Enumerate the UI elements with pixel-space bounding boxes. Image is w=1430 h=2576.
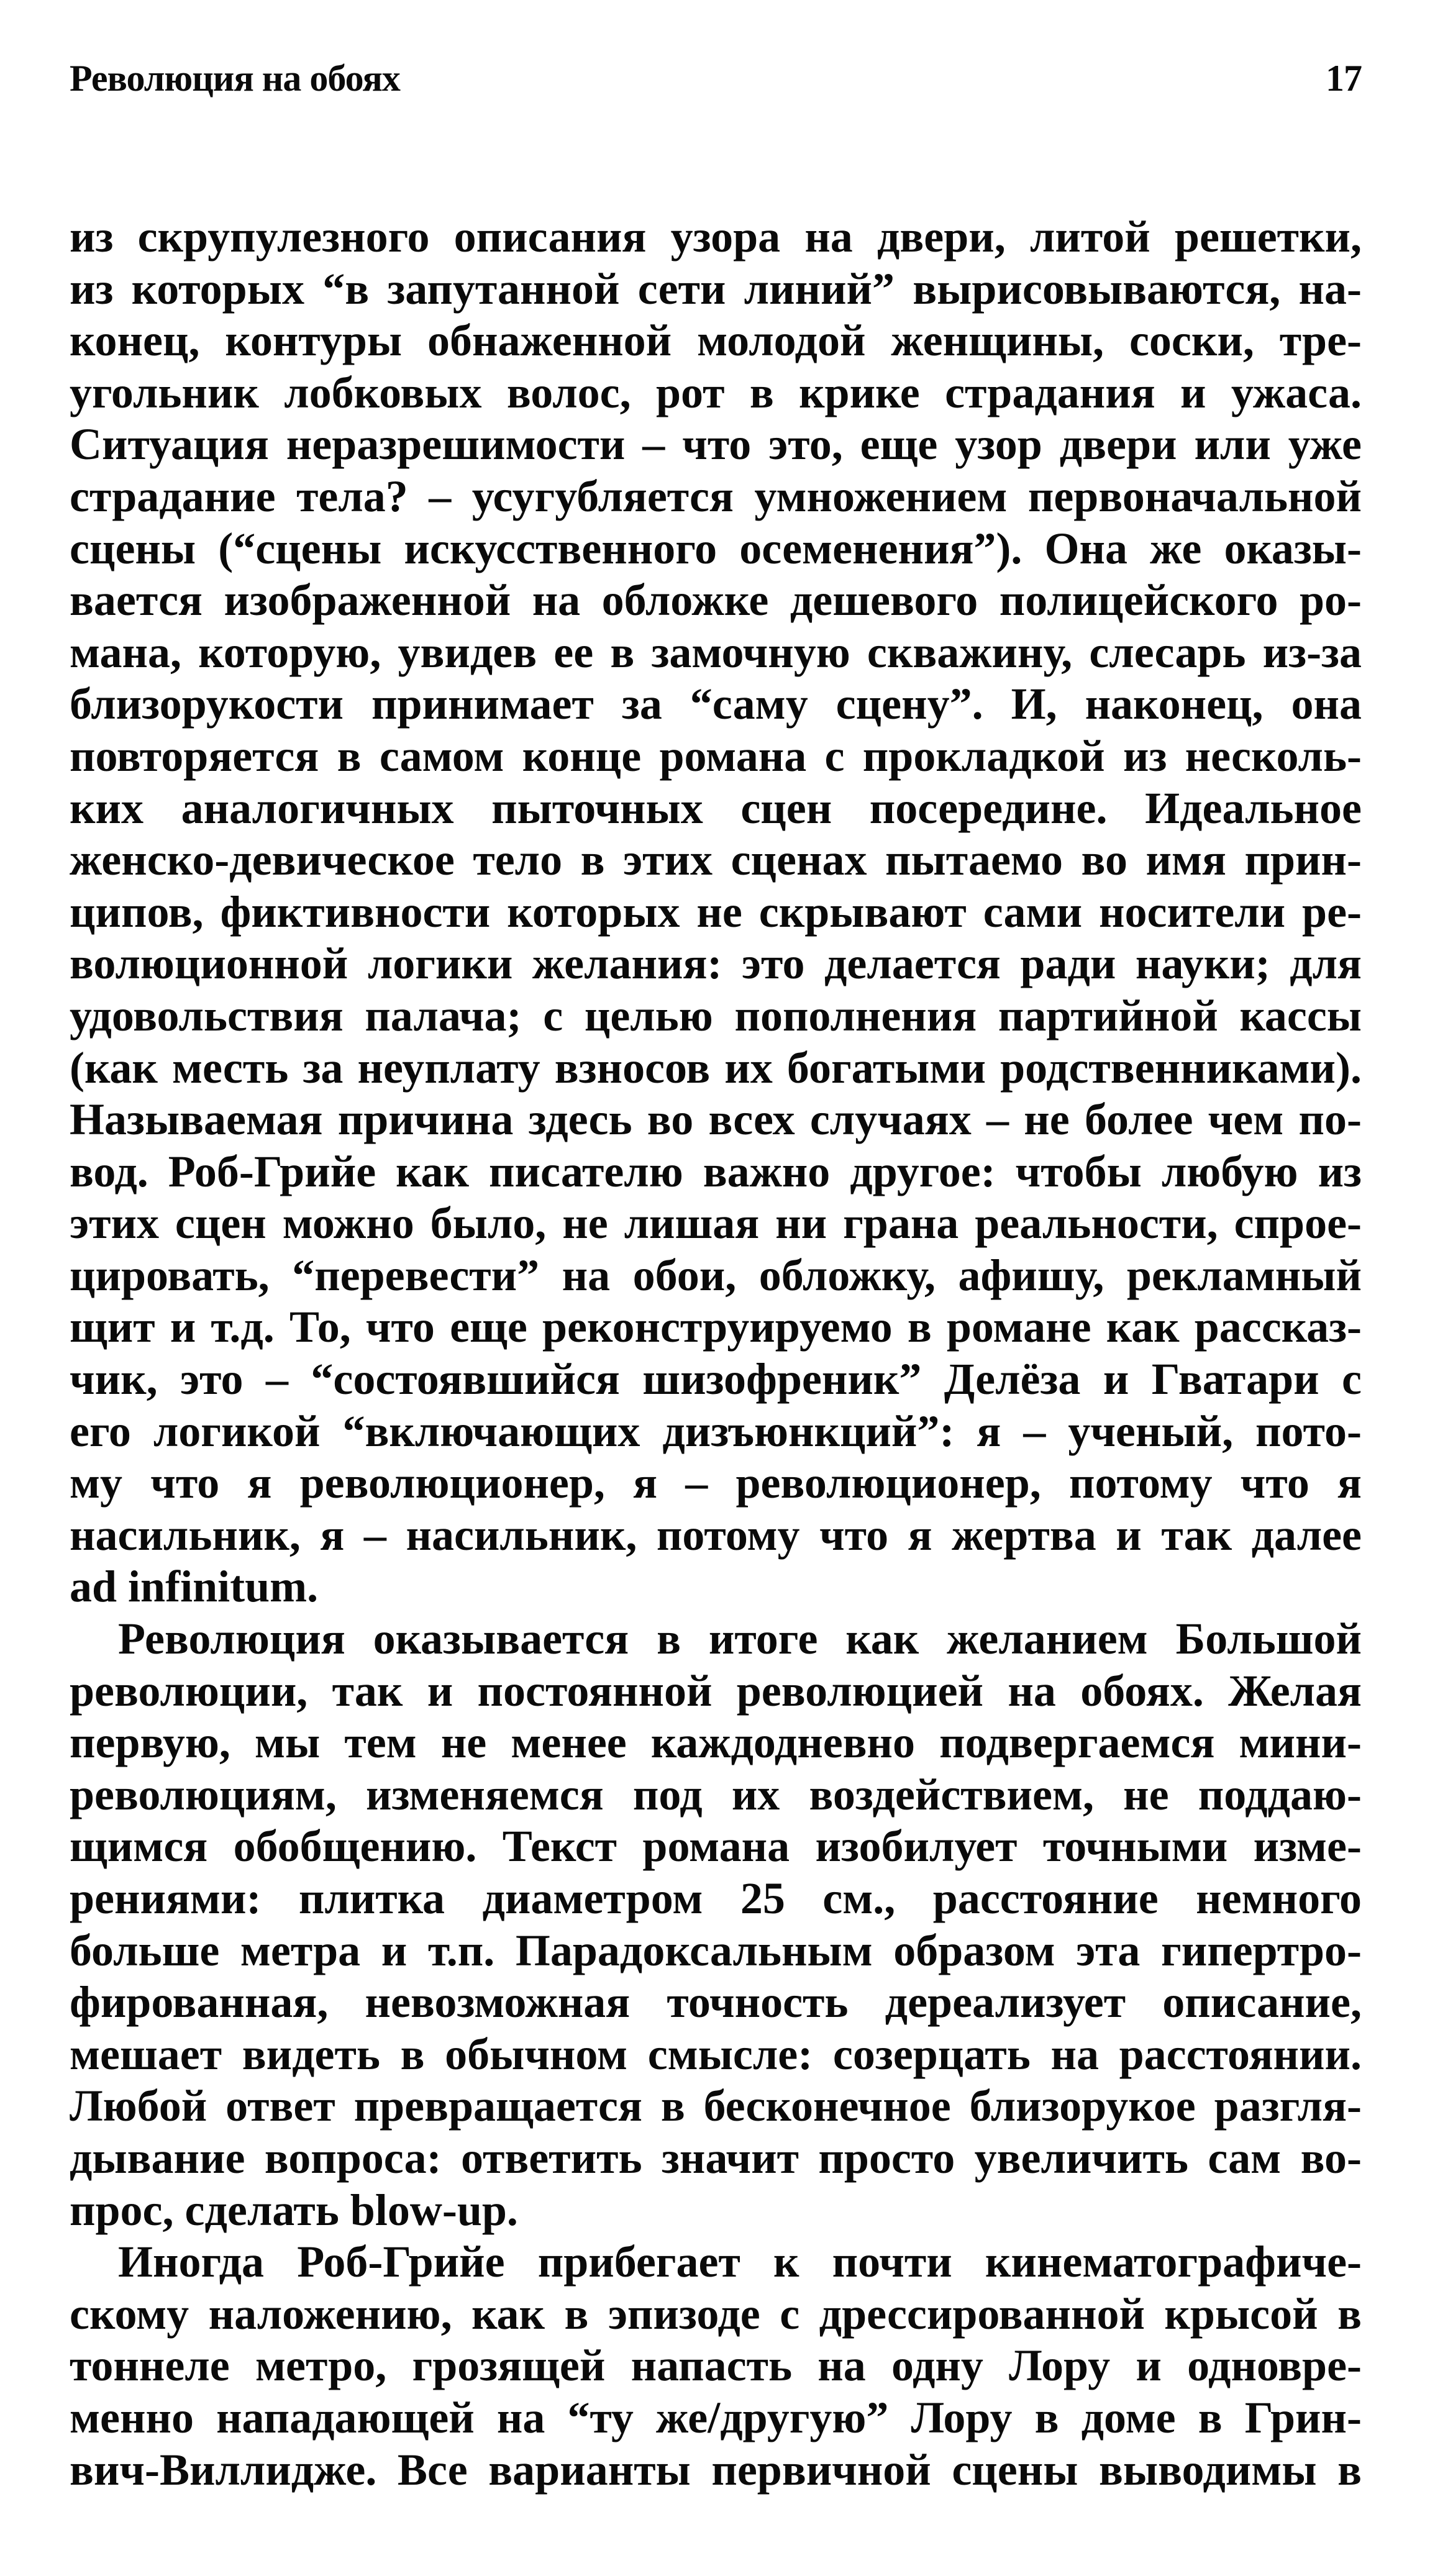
text-line: первую, мы тем не менее каждодневно подвергаемся мини- [70, 1718, 1362, 1768]
text-line: щимся обобщению. Текст романа изобилует точными изме- [70, 1821, 1362, 1872]
text-line: дывание вопроса: ответить значит просто увеличить сам во- [70, 2132, 1362, 2183]
paragraph [70, 211, 1362, 1613]
text-line: повторяется в самом конце романа с прокладкой из несколь- [70, 730, 1362, 781]
text-line: женско-девическое тело в этих сценах пытаемо во имя прин- [70, 835, 1362, 885]
text-line: его логикой “включающих дизъюнкций”: я – ученый, пото- [70, 1406, 1362, 1456]
text-line: скому наложению, как в эпизоде с дрессированной крысой в [70, 2288, 1362, 2339]
text-line: сцены (“сцены искусственного осеменения”). Она же оказы- [70, 523, 1362, 573]
text-line: этих сцен можно было, не лишая ни грана реальности, спрое- [70, 1198, 1362, 1249]
text-line: волюционной логики желания: это делается ради науки; для [70, 939, 1362, 989]
text-line: Революция оказывается в итоге как желанием Большой [118, 1614, 1362, 1664]
text-line: больше метра и т.п. Парадоксальным образом эта гипертро- [70, 1925, 1362, 1975]
text-line: чик, это – “состоявшийся шизофреник” Делёза и Гватари с [70, 1354, 1362, 1404]
text-line: рениями: плитка диаметром 25 см., расстояние немного [70, 1873, 1362, 1923]
text-line: близорукости принимает за “саму сцену”. И, наконец, она [70, 679, 1362, 729]
text-line: революции, так и постоянной революцией на обоях. Желая [70, 1665, 1362, 1716]
text-line: Иногда Роб-Грийе прибегает к почти кинематографиче- [118, 2237, 1362, 2287]
text-line: Любой ответ превращается в бесконечное близорукое разгля- [70, 2081, 1362, 2131]
text-line: Ситуация неразрешимости – что это, еще узор двери или уже [70, 419, 1362, 470]
text-line: угольник лобковых волос, рот в крике страдания и ужаса. [70, 367, 1362, 417]
text-line: из которых “в запутанной сети линий” вырисовываются, на- [70, 263, 1362, 314]
text-line: му что я революционер, я – революционер, потому что я [70, 1458, 1362, 1508]
running-head [70, 57, 1362, 125]
text-line: страдание тела? – усугубляется умножением первоначальной [70, 471, 1362, 521]
text-line: фированная, невозможная точность дереализует описание, [70, 1977, 1362, 2028]
text-line: мана, которую, увидев ее в замочную скважину, слесарь из-за [70, 627, 1362, 677]
book-page [70, 57, 1362, 2496]
paragraph [70, 2236, 1362, 2496]
text-line: конец, контуры обнаженной молодой женщины, соски, тре- [70, 316, 1362, 366]
body-text [70, 211, 1362, 2496]
text-line: мешает видеть в обычном смысле: созерцать на расстоянии. [70, 2029, 1362, 2079]
text-line: ципов, фиктивности которых не скрывают сами носители ре- [70, 886, 1362, 937]
text-line: удовольствия палача; с целью пополнения партийной кассы [70, 990, 1362, 1040]
text-line: менно нападающей на “ту же/другую” Лору в доме в Грин- [70, 2392, 1362, 2442]
text-line: ких аналогичных пыточных сцен посередине. Идеальное [70, 783, 1362, 833]
text-line: щит и т.д. То, что еще реконструируемо в романе как рассказ- [70, 1302, 1362, 1352]
text-line: Называемая причина здесь во всех случаях – не более чем по- [70, 1095, 1362, 1145]
text-line: прос, сделать blow-up. [70, 2185, 518, 2235]
text-line: из скрупулезного описания узора на двери, литой решетки, [70, 212, 1362, 262]
running-title: Революция на обоях [70, 58, 400, 99]
paragraph [70, 1613, 1362, 2236]
text-line: (как месть за неуплату взносов их богатыми родственниками). [70, 1042, 1362, 1093]
text-line: цировать, “перевести” на обои, обложку, афишу, рекламный [70, 1250, 1362, 1300]
text-line: вич-Виллидже. Все варианты первичной сцены выводимы в [70, 2444, 1362, 2495]
text-line: вод. Роб-Грийе как писателю важно другое: чтобы любую из [70, 1146, 1362, 1196]
text-line: тоннеле метро, грозящей напасть на одну Лору и одновре- [70, 2341, 1362, 2391]
page-number: 17 [1326, 58, 1362, 99]
text-line: ad infinitum. [70, 1562, 319, 1612]
text-line: насильник, я – насильник, потому что я жертва и так далее [70, 1509, 1362, 1560]
text-line: вается изображенной на обложке дешевого полицейского ро- [70, 575, 1362, 626]
text-line: революциям, изменяемся под их воздействием, не поддаю- [70, 1769, 1362, 1819]
